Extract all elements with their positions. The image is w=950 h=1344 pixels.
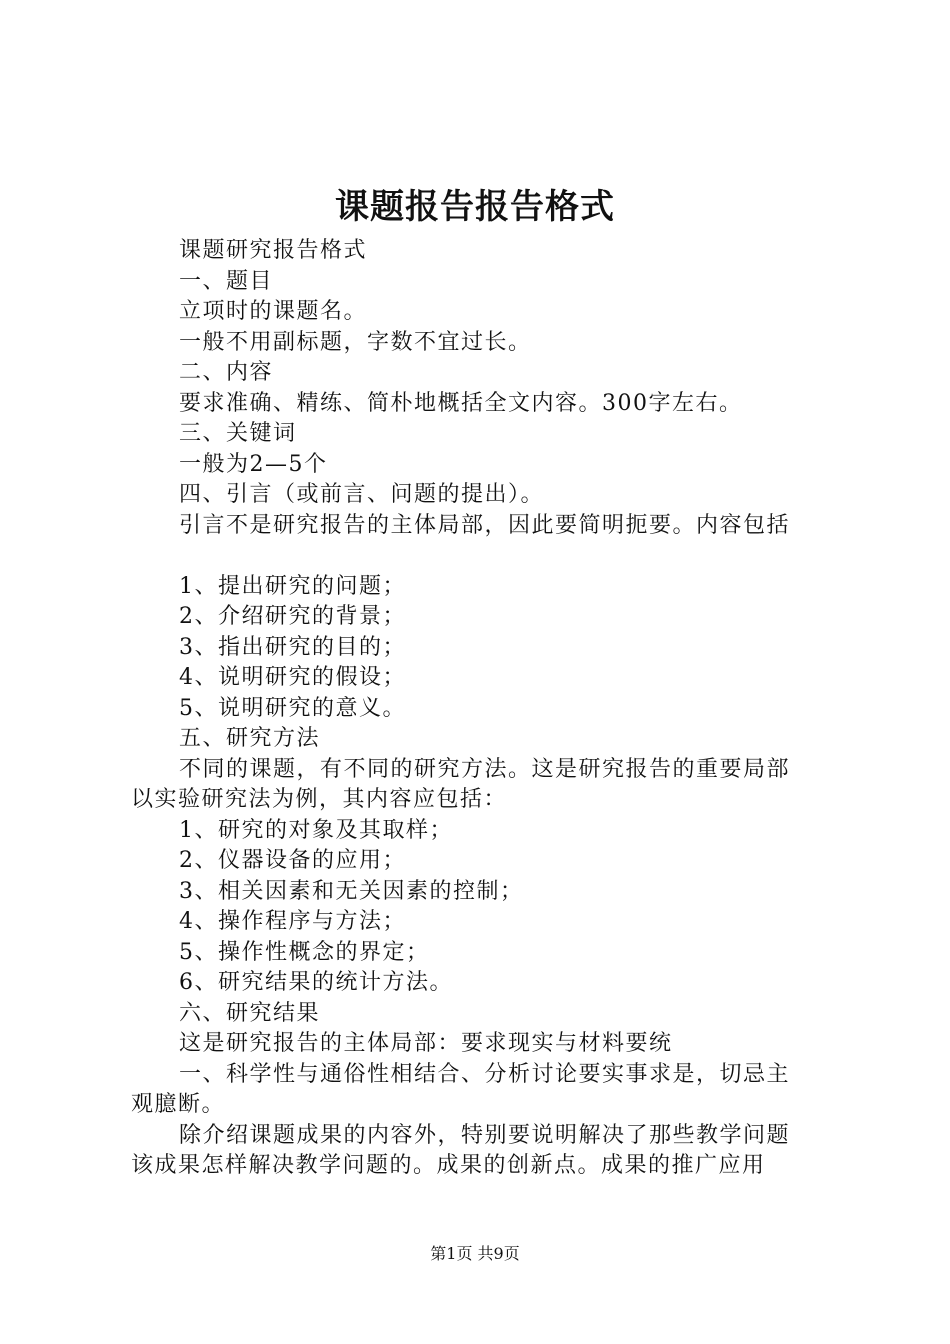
paragraph-line: 这是研究报告的主体局部：要求现实与材料要统 (179, 1031, 673, 1056)
paragraph-line: 引言不是研究报告的主体局部，因此要简明扼要。内容包括 (179, 512, 791, 538)
paragraph-line: 除介绍课题成果的内容外，特别要说明解决了那些教学问题 (179, 1122, 791, 1148)
paragraph-line: 1、研究的对象及其取样； (179, 817, 453, 843)
paragraph-line: 要求准确、精练、简朴地概括全文内容。300字左右。 (179, 390, 743, 416)
paragraph-line: 4、操作程序与方法； (179, 909, 406, 934)
paragraph-line: 五、研究方法 (179, 726, 321, 751)
paragraph-line: 一、科学性与通俗性相结合、分析讨论要实事求是，切忌主 (179, 1061, 791, 1087)
paragraph-line: 以实验研究法为例，其内容应包括： (131, 787, 508, 812)
blank-line (131, 541, 837, 572)
document-title: 课题报告报告格式 (335, 187, 615, 227)
paragraph-line: 6、研究结果的统计方法。 (179, 970, 453, 995)
paragraph-line: 观臆断。 (131, 1092, 226, 1117)
paragraph-line: 5、操作性概念的界定； (179, 939, 430, 965)
paragraph-line: 四、引言（或前言、问题的提出）。 (179, 482, 545, 507)
page-footer: 第1页 共9页 (430, 1244, 520, 1263)
paragraph-line: 立项时的课题名。 (179, 299, 368, 324)
paragraph-line: 2、介绍研究的背景； (179, 604, 406, 629)
paragraph-line: 4、说明研究的假设； (179, 665, 406, 690)
paragraph-line: 一、题目 (179, 268, 274, 294)
paragraph-line: 三、关键词 (179, 421, 297, 446)
paragraph-line: 二、内容 (179, 360, 274, 385)
paragraph-line: 3、相关因素和无关因素的控制； (179, 878, 524, 904)
paragraph-line: 5、说明研究的意义。 (179, 695, 406, 721)
paragraph-line: 该成果怎样解决教学问题的。成果的创新点。成果的推广应用 (131, 1153, 766, 1178)
paragraph-line: 六、研究结果 (179, 1000, 321, 1026)
document-body (131, 236, 837, 1182)
paragraph-line: 一般为2—5个 (179, 451, 328, 477)
paragraph-line: 2、仪器设备的应用； (179, 848, 406, 873)
paragraph-line: 1、提出研究的问题； (179, 573, 406, 599)
paragraph-line: 3、指出研究的目的； (179, 634, 406, 660)
paragraph-line: 一般不用副标题，字数不宜过长。 (179, 329, 532, 355)
paragraph-line: 课题研究报告格式 (179, 238, 368, 263)
paragraph-line: 不同的课题，有不同的研究方法。这是研究报告的重要局部 (179, 756, 791, 782)
